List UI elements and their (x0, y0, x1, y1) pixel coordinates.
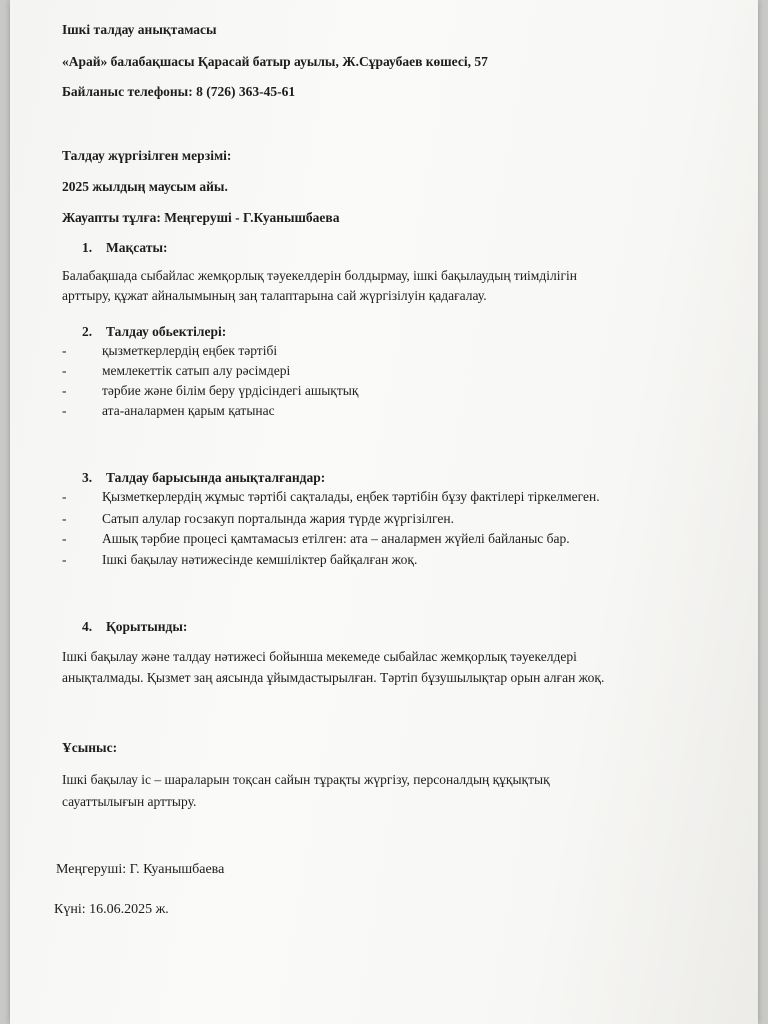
document-title: Ішкі талдау анықтамасы (62, 22, 217, 37)
contact-phone: Байланыс телефоны: 8 (726) 363-45-61 (62, 84, 296, 99)
section1-text-line1: Балабақшада сыбайлас жемқорлық тәуекелдерін болдырмау, ішкі бақылаудың тиімділігін (62, 268, 577, 283)
list-bullet: - (62, 383, 67, 398)
signature-line: Меңгеруші: Г. Куанышбаева (56, 862, 225, 877)
section3-number: 3. (82, 470, 93, 485)
period-label: Талдау жүргізілген мерзімі: (62, 148, 232, 163)
section1-title: Мақсаты: (106, 240, 168, 255)
period-value: 2025 жылдың маусым айы. (62, 179, 228, 194)
list-item-text: тәрбие және білім беру үрдісіндегі ашықтық (102, 383, 359, 398)
recommendation-text-line1: Ішкі бақылау іс – шараларын тоқсан сайын тұрақты жүргізу, персоналдың құқықтық (62, 772, 550, 787)
list-item-text: ата-аналармен қарым қатынас (102, 403, 275, 418)
section3-title: Талдау барысында анықталғандар: (106, 470, 326, 485)
section2-number: 2. (82, 324, 93, 339)
section4-text-line2: анықталмады. Қызмет заң аясында ұйымдастырылған. Тәртіп бұзушылықтар орын алған жоқ. (62, 670, 605, 685)
section2-title: Талдау обьектілері: (106, 324, 227, 339)
section1-number: 1. (82, 240, 93, 255)
list-bullet: - (62, 489, 67, 504)
list-bullet: - (62, 343, 67, 358)
organization-address: «Арай» балабақшасы Қарасай батыр ауылы, Ж.Сұраубаев көшесі, 57 (62, 54, 488, 69)
list-item-text: Ішкі бақылау нәтижесінде кемшіліктер байқалған жоқ. (102, 552, 418, 567)
section4-number: 4. (82, 619, 93, 634)
section4-title: Қорытынды: (106, 619, 188, 634)
section1-text-line2: арттыру, құжат айналымының заң талаптарына сай жүргізілуін қадағалау. (62, 288, 487, 303)
document-page (10, 0, 758, 1024)
recommendation-text-line2: сауаттылығын арттыру. (62, 794, 197, 809)
list-item-text: қызметкерлердің еңбек тәртібі (102, 343, 278, 358)
list-bullet: - (62, 511, 67, 526)
date-line: Күні: 16.06.2025 ж. (54, 902, 169, 917)
list-bullet: - (62, 363, 67, 378)
list-bullet: - (62, 552, 67, 567)
list-item-text: Ашық тәрбие процесі қамтамасыз етілген: ата – аналармен жүйелі байланыс бар. (102, 531, 570, 546)
list-bullet: - (62, 531, 67, 546)
list-item-text: Сатып алулар госзакуп порталында жария түрде жүргізілген. (102, 511, 454, 526)
recommendation-title: Ұсыныс: (62, 740, 118, 755)
list-item-text: мемлекеттік сатып алу рәсімдері (102, 363, 291, 378)
list-item-text: Қызметкерлердің жұмыс тәртібі сақталады, еңбек тәртібін бұзу фактілері тіркелмеген. (102, 489, 600, 504)
responsible-person: Жауапты тұлға: Меңгеруші - Г.Куанышбаева (62, 210, 340, 225)
section4-text-line1: Ішкі бақылау және талдау нәтижесі бойынша мекемеде сыбайлас жемқорлық тәуекелдері (62, 649, 577, 664)
list-bullet: - (62, 403, 67, 418)
